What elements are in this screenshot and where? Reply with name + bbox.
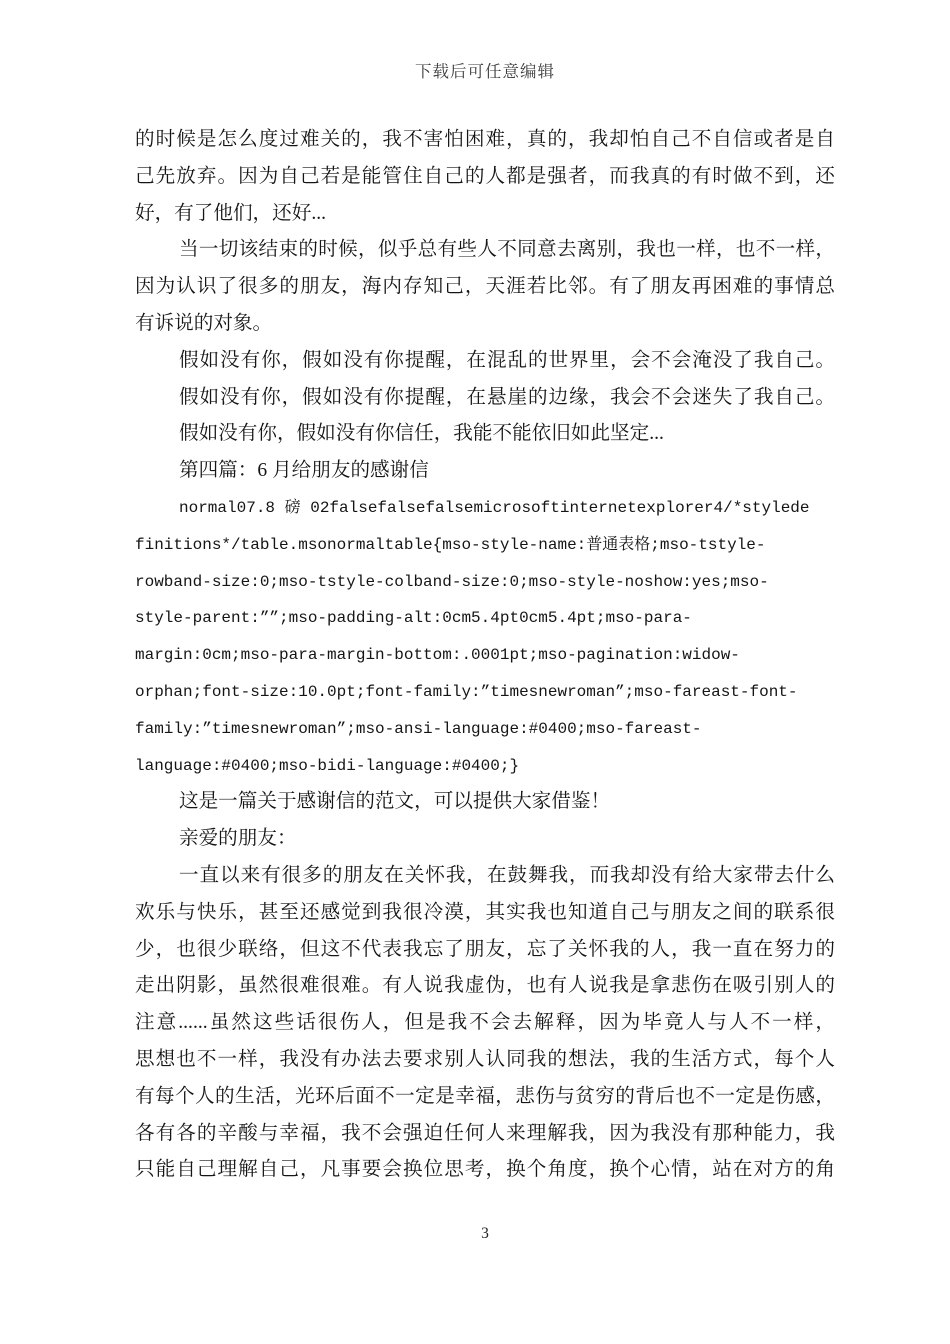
text-line: 亲爱的朋友： <box>179 828 297 850</box>
text-line: 假如没有你，假如没有你提醒，在悬崖的边缘，我会不会迷失了我自己。 <box>179 386 835 408</box>
text-line: 少，也很少联络，但这不代表我忘了朋友，忘了关怀我的人，我一直在努力的 <box>135 938 835 960</box>
text-line: 走出阴影，虽然很难很难。有人说我虚伪，也有人说我是拿悲伤在吸引别人的 <box>135 975 835 997</box>
text-line: 因为认识了很多的朋友，海内存知己，天涯若比邻。有了朋友再困难的事情总 <box>135 276 835 298</box>
text-line: rowband-size:0;mso-tstyle-colband-size:0;mso-style-noshow:yes;mso- <box>135 572 769 591</box>
text-line: 注意......虽然这些话很伤人，但是我不会去解释，因为毕竟人与人不一样， <box>135 1012 835 1034</box>
text-line: 己先放弃。因为自己若是能管住自己的人都是强者，而我真的有时做不到，还 <box>135 165 835 187</box>
text-line: normal07.8 磅 02falsefalsefalsemicrosoftinternetexplorer4/*stylede <box>179 498 810 517</box>
text-line: 的时候是怎么度过难关的，我不害怕困难，真的，我却怕自己不自信或者是自 <box>135 129 835 150</box>
text-line: 各有各的辛酸与幸福，我不会强迫任何人来理解我，因为我没有那种能力，我 <box>135 1122 835 1144</box>
text-line: style-parent:””;mso-padding-alt:0cm5.4pt0cm5.4pt;mso-para- <box>135 609 692 628</box>
text-line: 欢乐与快乐，甚至还感觉到我很冷漠，其实我也知道自己与朋友之间的联系很 <box>135 901 835 923</box>
text-line: 这是一篇关于感谢信的范文，可以提供大家借鉴！ <box>179 791 611 813</box>
header-note: 下载后可任意编辑 <box>415 62 555 81</box>
text-line: 一直以来有很多的朋友在关怀我，在鼓舞我，而我却没有给大家带去什么 <box>179 864 835 886</box>
text-line: 假如没有你，假如没有你信任，我能不能依旧如此坚定... <box>179 423 664 445</box>
document-body <box>135 122 835 1189</box>
text-line: finitions*/table.msonormaltable{mso-style-name:普通表格;mso-tstyle- <box>135 535 766 554</box>
text-line: language:#0400;mso-bidi-language:#0400;} <box>135 756 520 775</box>
text-line: 假如没有你，假如没有你提醒，在混乱的世界里，会不会淹没了我自己。 <box>179 349 835 371</box>
text-line: 第四篇：6 月给朋友的感谢信 <box>179 460 429 482</box>
text-line: 有每个人的生活，光环后面不一定是幸福，悲伤与贫穷的背后也不一定是伤感， <box>135 1085 835 1107</box>
text-line: 好，有了他们，还好... <box>135 202 327 224</box>
text-line: margin:0cm;mso-para-margin-bottom:.0001pt;mso-pagination:widow- <box>135 646 740 665</box>
text-line: 当一切该结束的时候，似乎总有些人不同意去离别，我也一样，也不一样， <box>179 239 835 261</box>
page-number: 3 <box>481 1225 489 1242</box>
text-line: 思想也不一样，我没有办法去要求别人认同我的想法，我的生活方式，每个人 <box>135 1048 835 1070</box>
text-line: 有诉说的对象。 <box>135 312 273 334</box>
text-line: 只能自己理解自己，凡事要会换位思考，换个角度，换个心情，站在对方的角 <box>135 1159 835 1181</box>
text-line: family:”timesnewroman”;mso-ansi-language:#0400;mso-fareast- <box>135 719 702 738</box>
text-line: orphan;font-size:10.0pt;font-family:”timesnewroman”;mso-fareast-font- <box>135 682 798 701</box>
